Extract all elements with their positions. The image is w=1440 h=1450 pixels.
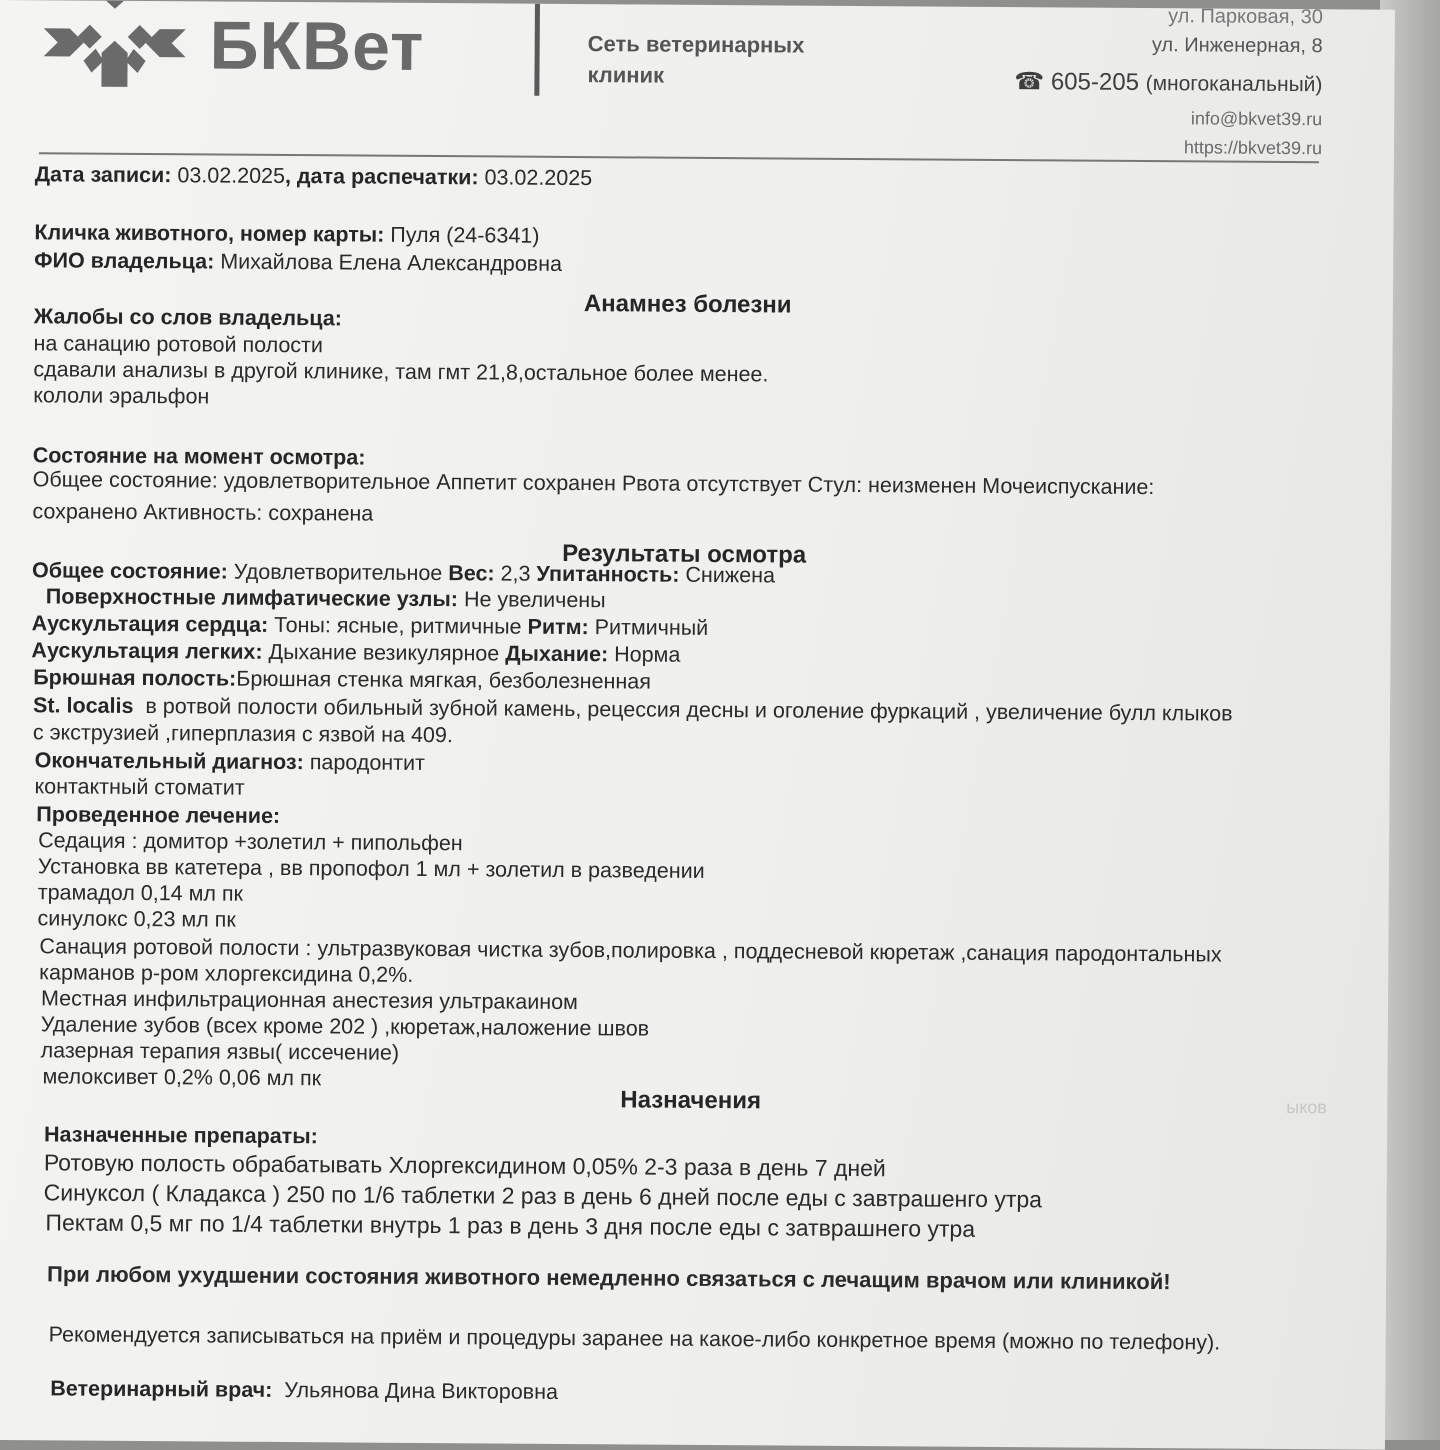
bleed-through-text: ыков bbox=[1286, 1097, 1327, 1118]
treatment-line: Санация ротовой полости : ультразвуковая чистка зубов,полировка , поддесневой кюретаж ,санация пародонтальных bbox=[39, 934, 1222, 967]
diagnosis-line: Окончательный диагноз: пародонтит bbox=[34, 748, 426, 775]
exam-abdomen-line: Брюшная полость:Брюшная стенка мягкая, безболезненная bbox=[33, 665, 651, 694]
prescriptions-heading: Назначения bbox=[620, 1086, 762, 1115]
treatment-line: Установка вв катетера , вв пропофол 1 мл + золетил в разведении bbox=[37, 854, 705, 883]
complaints-label: Жалобы со слов владельца: bbox=[33, 304, 342, 331]
owner-line bbox=[34, 247, 562, 277]
print-date-label: , дата распечатки: bbox=[284, 163, 479, 190]
phone-number: 605-205 bbox=[1050, 68, 1140, 96]
prescription-line: Пектам 0,5 мг по 1/4 таблетки внутрь 1 раз в день 3 дня после еды с затврашнего утра bbox=[45, 1209, 976, 1242]
address-cut: ул. Парковая, 30 bbox=[1168, 5, 1323, 29]
treatment-line: Местная инфильтрационная анестезия ультракаином bbox=[40, 986, 578, 1015]
treatment-line: мелоксивет 0,2% 0,06 мл пк bbox=[42, 1064, 322, 1091]
diagnosis-line-2: контактный стоматит bbox=[34, 774, 245, 800]
prescriptions-label: Назначенные препараты: bbox=[43, 1122, 318, 1149]
state-line: Общее состояние: удовлетворительное Аппетит сохранен Рвота отсутствует Стул: неизменен Мочеиспускание: bbox=[32, 467, 1155, 500]
complaint-line: кололи эральфон bbox=[33, 383, 210, 409]
clinic-logo-icon bbox=[39, 0, 190, 91]
treatment-label: Проведенное лечение: bbox=[36, 802, 281, 828]
exam-lungs-line: Аускультация легких: Дыхание везикулярное Дыхание: Норма bbox=[31, 638, 681, 667]
exam-general-line: Общее состояние: Удовлетворительное Вес: 2,3 Упитанность: Снижена bbox=[31, 558, 776, 588]
recommendation-line: Рекомендуется записываться на приём и процедуры заранее на какое-либо конкретное время (можно по телефону). bbox=[48, 1322, 1221, 1355]
clinic-header bbox=[0, 0, 1395, 170]
clinic-brand-name: БКВет bbox=[209, 7, 425, 85]
date-label: Дата записи: bbox=[34, 162, 172, 188]
record-dates bbox=[35, 161, 593, 191]
vet-line: Ветеринарный врач: Ульянова Дина Викторовна bbox=[50, 1376, 559, 1404]
website-link[interactable]: https://bkvet39.ru bbox=[1183, 137, 1323, 159]
owner-value: Михайлова Елена Александровна bbox=[220, 249, 563, 276]
phone-line bbox=[1014, 67, 1322, 99]
phone-note: (многоканальный) bbox=[1145, 72, 1323, 97]
state-line: сохранено Активность: сохранена bbox=[32, 499, 374, 526]
print-date-value: 03.02.2025 bbox=[484, 165, 593, 191]
complaint-line: сдавали анализы в другой клинике, там гмт 21,8,остальное более менее. bbox=[33, 357, 769, 387]
treatment-line: Удаление зубов (всех кроме 202 ) ,кюретаж,наложение швов bbox=[40, 1012, 650, 1041]
pet-line bbox=[34, 219, 539, 249]
complaint-line: на санацию ротовой полости bbox=[33, 331, 324, 358]
exam-local-line: St. localis в ротвой полости обильный зубной камень, рецессия десны и оголение фуркаций , увеличение булл клыков bbox=[32, 693, 1233, 726]
exam-lymph-line: Поверхностные лимфатические узлы: Не увеличены bbox=[45, 584, 606, 613]
prescription-line: Синуксол ( Кладакса ) 250 по 1/6 таблетки 2 раз в день 6 дней после еды с завтрашенго утра bbox=[43, 1179, 1043, 1213]
exam-heart-line: Аускультация сердца: Тоны: ясные, ритмичные Ритм: Ритмичный bbox=[31, 611, 709, 640]
date-value: 03.02.2025 bbox=[177, 163, 286, 188]
clinic-tagline bbox=[587, 28, 887, 92]
pet-label: Кличка животного, номер карты: bbox=[34, 220, 385, 247]
pet-value: Пуля (24-6341) bbox=[390, 222, 540, 248]
address: ул. Инженерная, 8 bbox=[1151, 34, 1323, 58]
tagline-line-2: клиник bbox=[587, 62, 665, 88]
prescription-line: Ротовую полость обрабатывать Хлоргексидином 0,05% 2-3 раза в день 7 дней bbox=[43, 1149, 886, 1182]
clinic-contacts bbox=[1014, 1, 1323, 163]
state-label: Состояние на момент осмотра: bbox=[32, 443, 366, 470]
header-divider bbox=[534, 4, 540, 96]
treatment-line: синулокс 0,23 мл пк bbox=[37, 906, 236, 932]
treatment-line: карманов р-ром хлоргексидина 0,2%. bbox=[39, 960, 414, 987]
owner-label: ФИО владельца: bbox=[34, 248, 215, 274]
email-link[interactable]: info@bkvet39.ru bbox=[1190, 108, 1323, 130]
tagline-line-1: Сеть ветеринарных bbox=[587, 31, 805, 58]
treatment-line: лазерная терапия язвы( иссечение) bbox=[40, 1038, 400, 1065]
warning-line: При любом ухудшении состояния животного немедленно связаться с лечащим врачом или клиникой! bbox=[47, 1261, 1171, 1295]
exam-local-line-2: с экструзией ,гиперплазия с язвой на 409. bbox=[32, 720, 453, 748]
treatment-line: трамадол 0,14 мл пк bbox=[37, 880, 244, 906]
treatment-line: Седация : домитор +золетил + пипольфен bbox=[38, 828, 463, 856]
anamnesis-heading: Анамнез болезни bbox=[583, 290, 792, 319]
phone-icon: ☎ bbox=[1014, 68, 1045, 96]
exam-heading: Результаты осмотра bbox=[562, 539, 807, 569]
